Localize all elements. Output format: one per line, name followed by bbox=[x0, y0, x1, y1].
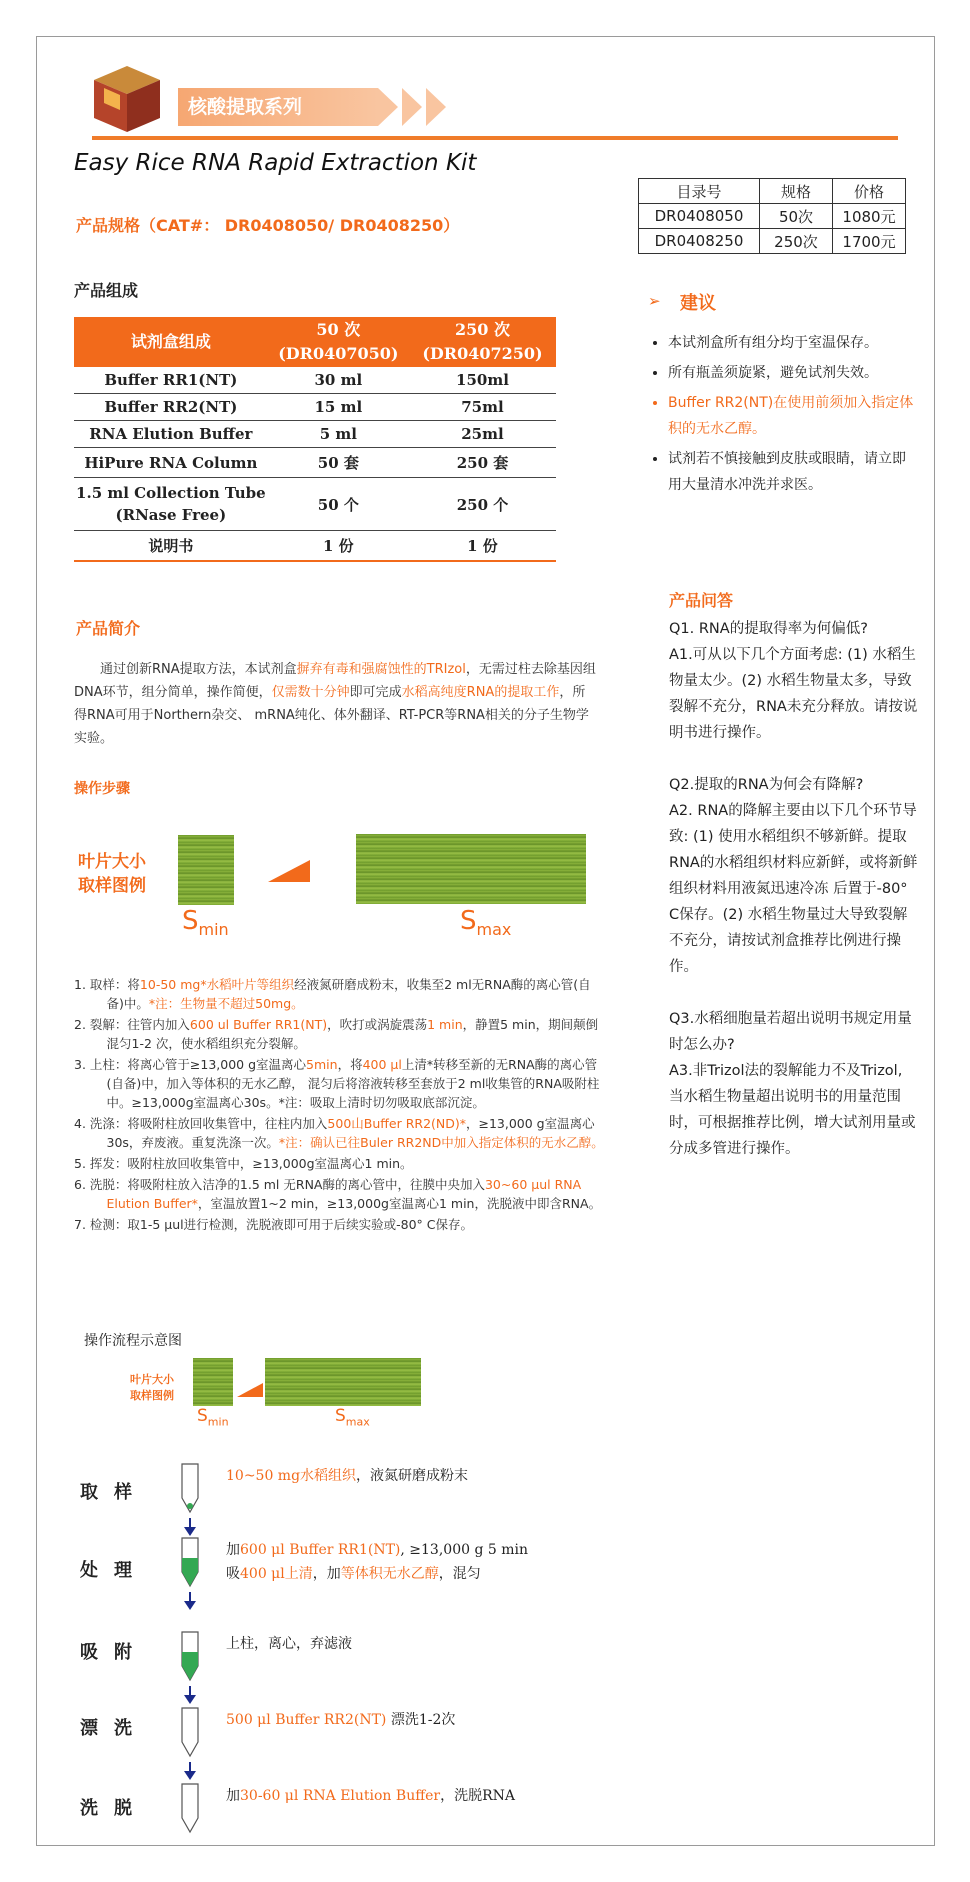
flow-heading: 操作流程示意图 bbox=[84, 1333, 182, 1349]
intro-text: ，无需过柱去除基因组DNA环节，组分简单，操作简便， bbox=[74, 662, 596, 700]
step-text: ，将 bbox=[337, 1057, 363, 1072]
comp-header: 试剂盒组成 bbox=[74, 317, 268, 367]
flow-text-part: 上柱，离心，弃滤液 bbox=[226, 1636, 352, 1652]
flow-stage-label: 处理 bbox=[80, 1560, 148, 1581]
catalog-table bbox=[638, 178, 906, 254]
comp-cell: HiPure RNA Column bbox=[74, 448, 268, 478]
step-number: 5. 挥发： bbox=[74, 1156, 128, 1171]
product-spec: 产品规格（CAT#： DR0408050/ DR0408250） bbox=[76, 216, 460, 235]
list-item bbox=[74, 1175, 604, 1213]
flow-highlight: 400 μl上清 bbox=[240, 1566, 313, 1582]
flow-highlight: 500 μl Buffer RR2(NT) bbox=[226, 1712, 387, 1728]
intro-paragraph bbox=[74, 658, 596, 750]
flow-text-part: 吸 bbox=[226, 1566, 240, 1582]
step-highlight: *注：确认已往Buler RR2ND中加入指定体积的无水乙醇。 bbox=[278, 1135, 604, 1150]
step-highlight: 30~60 μul RNA Elution Buffer* bbox=[106, 1177, 582, 1211]
s-letter: S bbox=[182, 906, 199, 936]
flow-text-part: , ≥13,000 g 5 min bbox=[400, 1542, 528, 1558]
flow-text-part: 加 bbox=[226, 1542, 240, 1558]
catalog-cell: DR0408250 bbox=[639, 229, 760, 254]
step-text: ，室温放置1~2 min，≥13,000g室温离心1 min，洗脱液中即含RNA。 bbox=[197, 1196, 602, 1211]
comp-cell: 150ml bbox=[409, 367, 556, 394]
intro-heading: 产品简介 bbox=[76, 619, 141, 638]
chevron-icon bbox=[426, 88, 446, 126]
faq-heading: 产品问答 bbox=[669, 591, 734, 610]
tips-heading: 建议 bbox=[680, 293, 716, 314]
step-text: 将吸附柱放回收集管中，往柱内加入 bbox=[127, 1116, 328, 1131]
catalog-cell: DR0408050 bbox=[639, 204, 760, 229]
intro-highlight: 水稻高纯度RNA的提取工作 bbox=[401, 685, 560, 700]
flow-smin bbox=[197, 1406, 229, 1428]
smin-sub: min bbox=[198, 920, 229, 940]
step-highlight: 400 μl bbox=[362, 1057, 402, 1072]
step-text: ，吹打或涡旋震荡 bbox=[327, 1017, 428, 1032]
step-text: 将吸附柱放入洁净的1.5 ml 无RNA酶的离心管中，往膜中央加入 bbox=[127, 1177, 485, 1192]
step-number: 2. 裂解： bbox=[74, 1017, 128, 1032]
smax-label bbox=[460, 906, 511, 939]
step-highlight: 500山Buffer RR2(ND)* bbox=[327, 1116, 466, 1131]
comp-header bbox=[409, 317, 556, 367]
kit-title: Easy Rice RNA Rapid Extraction Kit bbox=[74, 150, 477, 176]
easy-logo-icon bbox=[92, 64, 162, 134]
smin-label bbox=[182, 906, 229, 939]
list-item bbox=[74, 1154, 604, 1173]
comp-cell: RNA Elution Buffer bbox=[74, 421, 268, 448]
table-row bbox=[74, 394, 556, 421]
catalog-header: 价格 bbox=[833, 179, 906, 204]
smin-sub: min bbox=[207, 1415, 229, 1429]
comp-cell: 250 套 bbox=[409, 448, 556, 478]
leaf-min-image bbox=[178, 835, 234, 905]
flow-stage-text bbox=[226, 1538, 528, 1562]
flow-highlight: 600 μl Buffer RR1(NT) bbox=[240, 1542, 401, 1558]
step-text: 将 bbox=[127, 977, 140, 992]
flow-stage-label: 取样 bbox=[80, 1482, 148, 1503]
flow-text-part: ，加 bbox=[312, 1566, 341, 1582]
flow-highlight: 30-60 μl RNA Elution Buffer bbox=[240, 1788, 441, 1804]
series-banner: 核酸提取系列 bbox=[178, 88, 378, 126]
tube-icon bbox=[178, 1630, 202, 1682]
faq-item: Q2.提取的RNA为何会有降解? A2. RNA的降解主要由以下几个环节导致: (1) 使用水稻组织不够新鲜。提取RNA的水稻组织材料应新鲜，或将新鲜组织材料用液氮迅速冷冻 后置于-80° C保存。(2) 水稻生物量过大导致裂解不充分，请按试剂盒推荐比例进行操作。 bbox=[669, 777, 918, 975]
table-row bbox=[639, 229, 906, 254]
step-number: 7. 检测： bbox=[74, 1217, 128, 1232]
leaf-max-image bbox=[356, 834, 586, 904]
list-item: • 本试剂盒所有组分均于室温保存。 bbox=[668, 330, 918, 356]
step-text: 经液氮研磨成粉末，收集至2 ml无RNA酶的离心管(自备)中。 bbox=[106, 977, 591, 1011]
flow-arrow-icon bbox=[189, 1686, 191, 1696]
comp-header-cat: (DR0407050) bbox=[278, 344, 399, 363]
table-row bbox=[74, 478, 556, 531]
step-number: 1. 取样： bbox=[74, 977, 128, 992]
flow-highlight: 10~50 mg水稻组织 bbox=[226, 1468, 357, 1484]
composition-table bbox=[74, 317, 556, 562]
step-highlight: 10-50 mg*水稻叶片等组织 bbox=[139, 977, 295, 992]
comp-cell: 250 个 bbox=[409, 478, 556, 531]
table-row bbox=[639, 204, 906, 229]
comp-header-count: 50 次 bbox=[316, 320, 361, 339]
list-item bbox=[74, 1114, 604, 1152]
step-text: ，≥13,000 g室温离心30s，弃废液。重复洗涤一次。 bbox=[106, 1116, 595, 1150]
step-highlight: 5min bbox=[306, 1057, 338, 1072]
comp-cell: 75ml bbox=[409, 394, 556, 421]
list-item: • 试剂若不慎接触到皮肤或眼睛，请立即用大量清水冲洗并求医。 bbox=[668, 446, 918, 498]
header-divider bbox=[92, 136, 898, 140]
flow-leaf-max bbox=[265, 1358, 421, 1406]
tube-icon bbox=[178, 1706, 202, 1758]
comp-cell: 25ml bbox=[409, 421, 556, 448]
intro-highlight: 摒弃有毒和强腐蚀性的TRIzol bbox=[296, 662, 466, 677]
flow-stage-text bbox=[226, 1708, 455, 1732]
comp-cell: 5 ml bbox=[268, 421, 409, 448]
step-number: 4. 洗涤： bbox=[74, 1116, 128, 1131]
tube-icon bbox=[178, 1536, 202, 1588]
catalog-cell: 250次 bbox=[760, 229, 833, 254]
chevron-icon bbox=[378, 88, 398, 126]
comp-header-cat: (DR0407250) bbox=[422, 344, 543, 363]
comp-cell: Buffer RR2(NT) bbox=[74, 394, 268, 421]
flow-text-part: ，液氮研磨成粉末 bbox=[356, 1468, 469, 1484]
s-letter: S bbox=[335, 1406, 346, 1426]
comp-cell: 说明书 bbox=[74, 531, 268, 562]
flow-arrow-icon bbox=[189, 1762, 191, 1772]
flow-arrow-icon bbox=[189, 1592, 191, 1602]
catalog-cell: 1700元 bbox=[833, 229, 906, 254]
flow-stage-text bbox=[226, 1784, 515, 1808]
list-item: • 所有瓶盖须旋紧，避免试剂失效。 bbox=[668, 360, 918, 386]
step-highlight: *注：生物量不超过50mg。 bbox=[148, 996, 304, 1011]
smax-sub: max bbox=[345, 1415, 370, 1429]
chevron-icon bbox=[402, 88, 422, 126]
comp-header-count: 250 次 bbox=[454, 320, 510, 339]
s-letter: S bbox=[460, 906, 477, 936]
comp-cell: Buffer RR1(NT) bbox=[74, 367, 268, 394]
faq-list bbox=[669, 616, 921, 1188]
flow-text-part: ，洗脱RNA bbox=[440, 1788, 516, 1804]
comp-cell: 1 份 bbox=[268, 531, 409, 562]
step-number: 6. 洗脱： bbox=[74, 1177, 128, 1192]
flow-leaf-min bbox=[193, 1358, 233, 1406]
step-text: ，静置5 min，期间颠倒混匀1-2 次，使水稻组织充分裂解。 bbox=[106, 1017, 599, 1051]
tube-icon bbox=[178, 1462, 202, 1514]
flow-ratio-icon bbox=[237, 1383, 263, 1397]
catalog-header: 规格 bbox=[760, 179, 833, 204]
flow-text-part: ，混匀 bbox=[438, 1566, 481, 1582]
flow-stage-text bbox=[226, 1632, 352, 1656]
composition-heading: 产品组成 bbox=[74, 281, 139, 300]
catalog-cell: 50次 bbox=[760, 204, 833, 229]
step-text: 将离心管于≥13,000 g室温离心 bbox=[127, 1057, 307, 1072]
step-number: 3. 上柱： bbox=[74, 1057, 128, 1072]
step-text: 取1-5 μul进行检测，洗脱液即可用于后续实验或-80° C保存。 bbox=[127, 1217, 474, 1232]
list-item bbox=[74, 1055, 604, 1112]
flow-text-part: 漂洗1-2次 bbox=[386, 1712, 456, 1728]
tube-icon bbox=[178, 1782, 202, 1834]
step-text: 吸附柱放回收集管中，≥13,000g室温离心1 min。 bbox=[127, 1156, 413, 1171]
intro-text: 通过创新RNA提取方法，本试剂盒 bbox=[100, 662, 297, 677]
comp-cell: 15 ml bbox=[268, 394, 409, 421]
flow-stage-text bbox=[226, 1464, 468, 1488]
table-row bbox=[74, 531, 556, 562]
flow-stage-text bbox=[226, 1562, 481, 1586]
s-letter: S bbox=[197, 1406, 208, 1426]
tips-list bbox=[648, 330, 918, 502]
step-text: 上清*转移至新的无RNA酶的离心管(自备)中，加入等体积的无水乙醇， 混匀后将溶液转移至套放于2 ml收集管的RNA吸附柱中。≥13,000g室温离心30s。*注：吸取上清时切勿吸取底部沉淀。 bbox=[106, 1057, 600, 1110]
catalog-header: 目录号 bbox=[639, 179, 760, 204]
comp-header bbox=[268, 317, 409, 367]
faq-item: Q3.水稻细胞量若超出说明书规定用量时怎么办? A3.非Trizol法的裂解能力不及Trizol, 当水稻生物量超出说明书的用量范围时，可根据推荐比例，增大试剂用量或分成多管进行操作。 bbox=[669, 1011, 916, 1157]
table-row bbox=[74, 367, 556, 394]
intro-text: 即可完成 bbox=[349, 685, 402, 700]
comp-cell: 30 ml bbox=[268, 367, 409, 394]
flow-stage-label: 吸附 bbox=[80, 1642, 148, 1663]
flow-stage-label: 漂洗 bbox=[80, 1718, 148, 1739]
step-highlight: 600 ul Buffer RR1(NT) bbox=[189, 1017, 328, 1032]
procedure-steps bbox=[74, 975, 604, 1236]
comp-cell: 1.5 ml Collection Tube (RNase Free) bbox=[74, 478, 268, 531]
procedure-heading: 操作步骤 bbox=[74, 781, 130, 797]
leaf-sample-label: 叶片大小 取样图例 bbox=[78, 852, 146, 896]
flow-arrow-icon bbox=[189, 1518, 191, 1528]
comp-cell: 50 个 bbox=[268, 478, 409, 531]
comp-cell: 1 份 bbox=[409, 531, 556, 562]
arrow-right-icon: ➢ bbox=[648, 292, 661, 310]
table-row bbox=[74, 448, 556, 478]
catalog-cell: 1080元 bbox=[833, 204, 906, 229]
flow-highlight: 等体积无水乙醇 bbox=[340, 1566, 439, 1582]
list-item bbox=[74, 975, 604, 1013]
comp-cell: 50 套 bbox=[268, 448, 409, 478]
intro-text: ，所得RNA可用于Northern杂交、 mRNA纯化、体外翻译、RT-PCR等RNA相关的分子生物学实验。 bbox=[74, 685, 589, 746]
list-item bbox=[74, 1215, 604, 1234]
list-item: • Buffer RR2(NT)在使用前须加入指定体积的无水乙醇。 bbox=[668, 390, 918, 442]
smax-sub: max bbox=[476, 920, 512, 940]
faq-item: Q1. RNA的提取得率为何偏低? A1.可从以下几个方面考虑: (1) 水稻生物量太少。(2) 水稻生物量太多，导致裂解不充分，RNA未充分释放。请按说明书进行操作。 bbox=[669, 621, 918, 741]
list-item bbox=[74, 1015, 604, 1053]
flow-smax bbox=[335, 1406, 370, 1428]
step-text: 往管内加入 bbox=[127, 1017, 190, 1032]
step-highlight: 1 min bbox=[427, 1017, 463, 1032]
table-row bbox=[74, 421, 556, 448]
flow-text-part: 加 bbox=[226, 1788, 240, 1804]
ratio-triangle-icon bbox=[268, 860, 310, 882]
flow-stage-label: 洗脱 bbox=[80, 1798, 148, 1819]
flow-leaf-label: 叶片大小 取样图例 bbox=[130, 1373, 174, 1402]
intro-highlight: 仅需数十分钟 bbox=[271, 685, 350, 700]
